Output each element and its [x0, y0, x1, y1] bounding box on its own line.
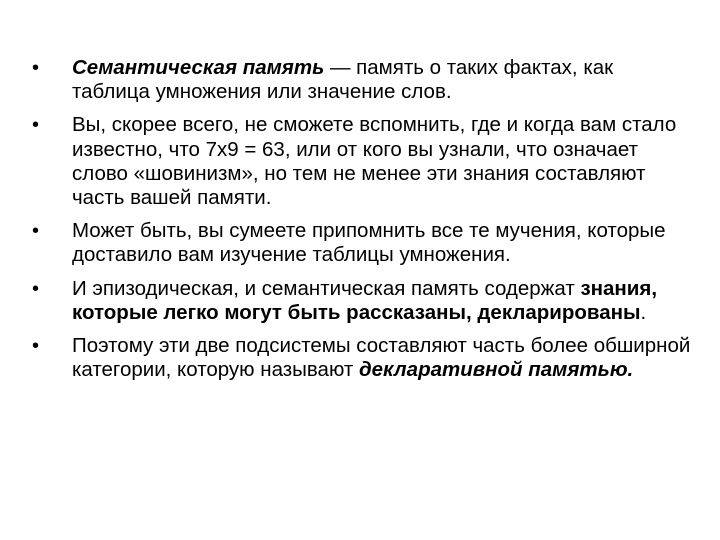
- bullet-icon: •: [32, 335, 40, 358]
- bullet-icon: •: [32, 277, 40, 300]
- bullet-item-multiplication: [32, 219, 692, 267]
- term-semantic-memory: Семантическая память: [72, 56, 325, 79]
- bullet-text: И эпизодическая, и семантическая память содержат: [72, 276, 581, 300]
- bullet-item-example: [32, 113, 692, 210]
- bullet-text: — память о таких фактах, как таблица умножения или значение слов.: [72, 56, 614, 104]
- bullet-text: Может быть, вы сумеете припомнить все те мучения, которые доставило вам изучение таблицы умножения.: [72, 219, 666, 267]
- emphasis-declarable-knowledge: знания, которые легко могут быть рассказаны, декларированы: [72, 276, 658, 324]
- bullet-text: Вы, скорее всего, не сможете вспомнить, где и когда вам стало известно, что 7х9 = 63, или от кого вы узнали, что означает слово «шовинизм», но тем не менее эти знания составляют часть вашей памяти.: [72, 113, 677, 210]
- bullet-text-end: .: [627, 358, 634, 382]
- bullet-icon: •: [32, 57, 40, 79]
- bullet-icon: •: [32, 220, 40, 243]
- bullet-item-declarative-memory: [32, 334, 692, 382]
- bullet-item-semantic-memory: [32, 56, 692, 104]
- term-declarative-memory: декларативной памятью: [358, 358, 628, 382]
- bullet-icon: •: [32, 114, 40, 137]
- bullet-list: [32, 56, 692, 391]
- bullet-text: Поэтому эти две подсистемы составляют часть более обширной категории, которую называют: [72, 334, 691, 382]
- bullet-text-end: .: [640, 300, 647, 324]
- bullet-item-declarable: [32, 277, 692, 325]
